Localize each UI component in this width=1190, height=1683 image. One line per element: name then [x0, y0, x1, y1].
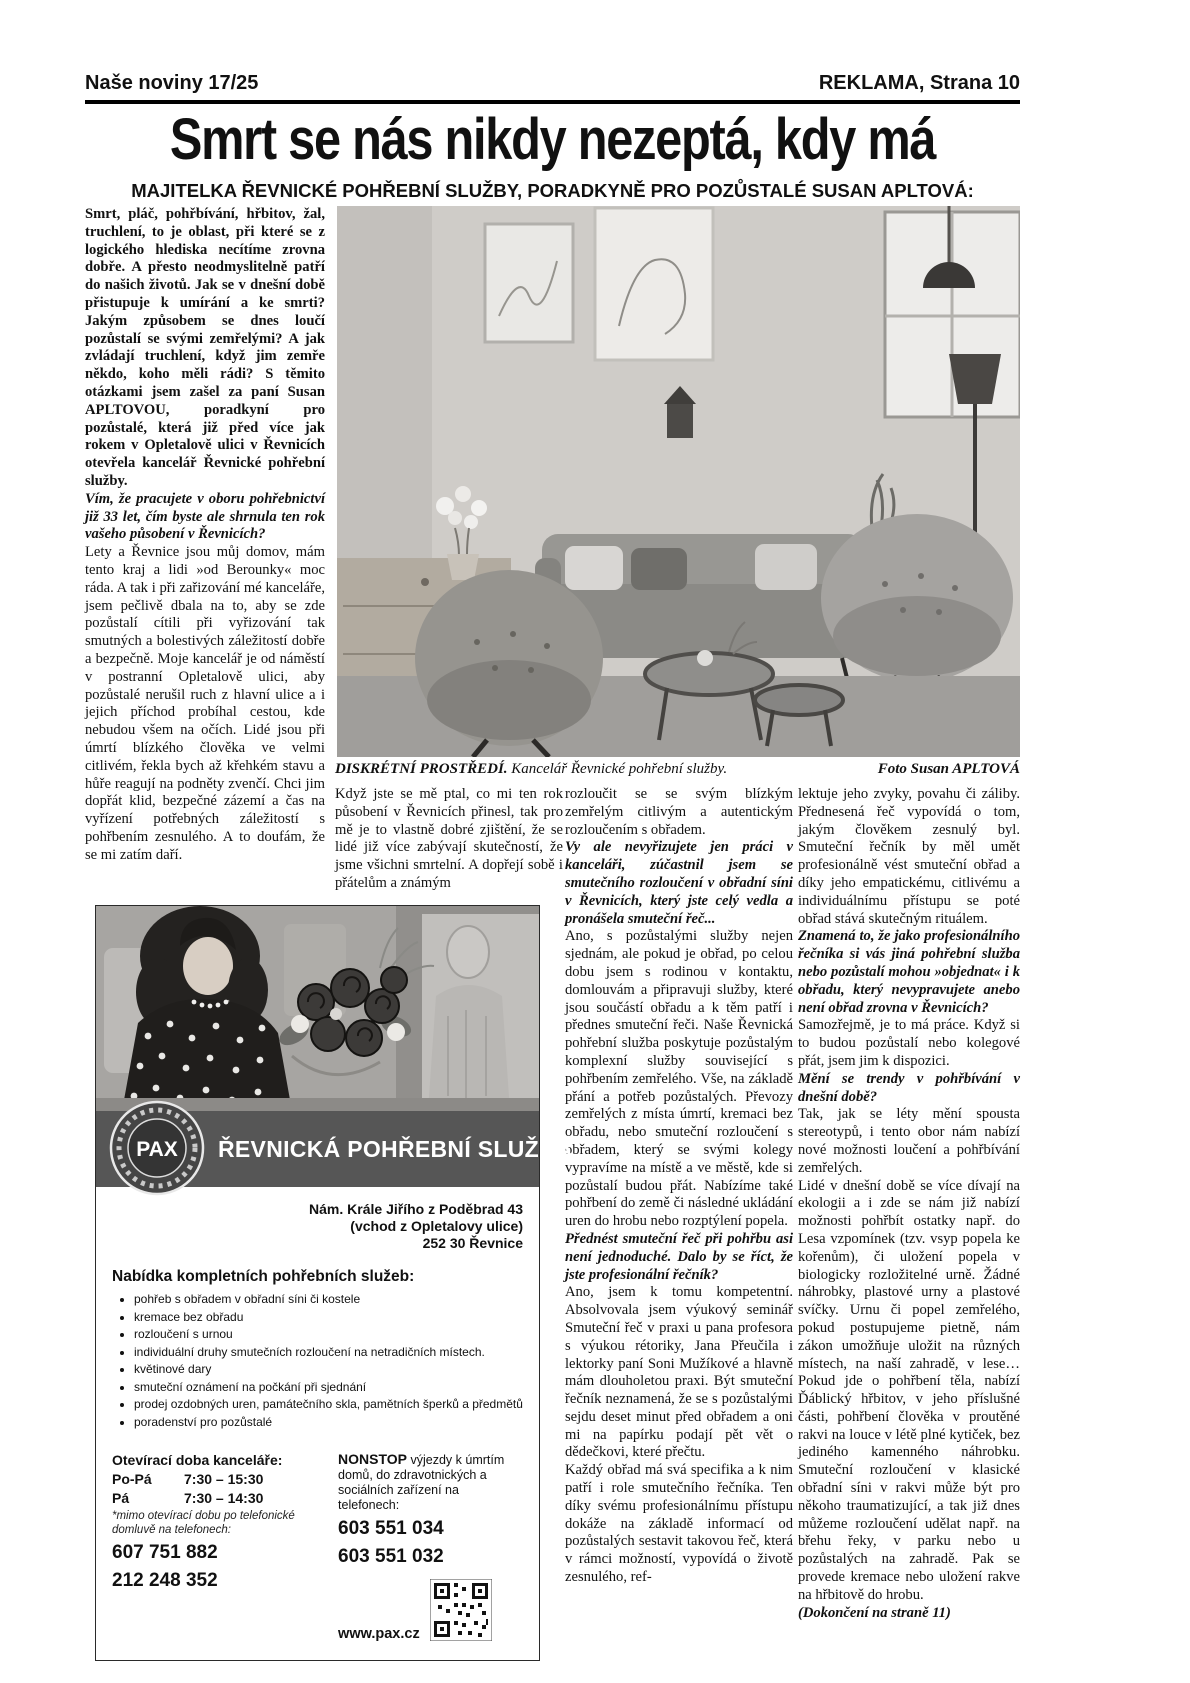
service-item: • pohřeb s obřadem v obřadní síni či kostele [134, 1292, 523, 1308]
services-heading: Nabídka kompletních pohřebních služeb: [112, 1268, 415, 1285]
ad-photo [96, 906, 539, 1111]
ad-address [112, 1201, 523, 1252]
article-paragraph: lektuje jeho zvyky, povahu či záliby. Přednesená řeč vypovídá o tom, jakým člověkem zesnulý byl. Smuteční řečník by měl umět profesionálně vést smuteční obřad a díky jeho empatickému, citlivému a individuálnímu přístupu se poté obřad stává skutečným rituálem. [798, 786, 1020, 927]
interview-answer-2: Ano, s pozůstalými služby nejen sjednám, ale pokud je obřad, po celou dobu jsem s rodinou v kontaktu, domlouvám a připravuji služby, které jsou součástí obřadu a k těm patří i přednes smuteční řeči. Naše Řevnická pohřební služba poskytuje pozůstalým komplexní služby související s pohřbením zemřelého. Vše, na základě přání a potřeb pozůstalých. Převozy zemřelých z místa úmrtí, kremaci bez obřadu, nebo smuteční rozloučení s obřadem, který se svými kolegy vypravíme na místě a ve městě, kde si pozůstalí budou přát. Nabízíme také pohřbení do země či následné ukládání uren do hrobu nebo rozptýlení popela. [565, 928, 793, 1230]
svg-text:PAX: PAX [136, 1138, 178, 1161]
interview-answer-5b: Lidé v dnešní době se více dívají na ekologii a i zde se nám již nabízí možnosti pohřbít ostatky např. do Lesa vzpomínek (tzv. vsyp popela ke kořenům), či uložení popela v biologicky rozložitelné urně. Žádné náhrobky, plastové urny a plastové svíčky. Urnu či popel zemřelého, pokud postupujeme pietně, nám zákon umožňuje uložit na různých místech, na naší zahradě, v lese… Pokud jde o pohřbení těla, nabízí Ďáblický hřbitov, v jeho příslušné části, pohřbení člověka v proutěné rakvi na louce v létě plné kytiček, bez jediného kamenného náhrobku. Smuteční rozloučení v klasické obřadní síni v rakvi může být pro někoho traumatizující, a tak již dnes můžeme rozloučení udělat např. na břehu řeky, v parku nebo u pozůstalých na zahradě. Pak se provede kremace nebo uložení rakve na hřbitově do hrobu. [798, 1177, 1020, 1603]
office-interior-illustration [337, 206, 1020, 757]
service-item: • prodej ozdobných uren, památečního skla, pamětních šperků a předmětů [134, 1397, 523, 1413]
interview-question-4: Znamená to, že jako profesionálního řečníka si vás jiná pohřební služba nebo pozůstalí mohou »objednat« i k obřadu, který nevypravujete anebo není obřad zrovna v Řevnicích? [798, 928, 1020, 1016]
opening-hours-block [112, 1452, 338, 1646]
article-column-2 [335, 786, 563, 893]
hours-row [112, 1471, 338, 1487]
interview-answer-1: Lety a Řevnice jsou můj domov, mám tento kraj a lidi »od Berounky« moc ráda. A tak i při zařizování mé kanceláře, jsem pečlivě dbala na to, aby se zde pozůstalí cítili při vyřizování tak smutných a bolestivých záležitostí dobře a bezpečně. Moje kancelář je od náměstí v postranní Opletalově ulici, aby pozůstalé nerušil ruch z hlavní ulice a i jejich příchod probíhal cestou, kde nebudou všem na očích. Lidé jsou při úmrtí blízkého člověka ve velmi citlivém, řekla bych až křehkém stavu a hůře reagují na podněty zvenčí. Chci jim dopřát klid, bezpečné zázemí a čas na vyřízení potřebných záležitostí s pohřbením zesnulého. A to doufám, že se mi zatím daří. [85, 544, 325, 863]
page-header [85, 72, 1020, 95]
subheadline: MAJITELKA ŘEVNICKÉ POHŘEBNÍ SLUŽBY, PORADKYNĚ PRO POZŮSTALÉ SUSAN APLTOVÁ: [131, 180, 974, 201]
hours-time: 7:30 – 14:30 [184, 1490, 264, 1506]
address-line: Nám. Krále Jiřího z Poděbrad 43 [309, 1201, 523, 1217]
interview-question-1: Vím, že pracujete v oboru pohřebnictví již 33 let, čím byste ale shrnula ten rok vašeho působení v Řevnicích? [85, 490, 325, 543]
article-column-3 [565, 786, 793, 1587]
interview-question-2: Vy ale nevyřizujete jen práci v kanceláři, zúčastnil jsem se smutečního rozloučení v obřadní síni v Řevnicích, který jste celý vedla a pronášela smuteční řeč... [565, 839, 793, 927]
pax-logo-icon [108, 1099, 206, 1197]
phone-number: 603 551 032 [338, 1546, 444, 1567]
photo-caption [335, 761, 1020, 778]
ad-title: ŘEVNICKÁ POHŘEBNÍ SLUŽBA [218, 1135, 573, 1162]
service-item: • kremace bez obřadu [134, 1310, 523, 1326]
phone-number: 212 248 352 [112, 1570, 218, 1591]
page-label: REKLAMA, Strana 10 [818, 72, 1020, 94]
address-line: (vchod z Opletalovy ulice) [350, 1218, 523, 1234]
ad-photo-illustration [96, 906, 539, 1111]
interview-answer-5: Tak, jak se léty mění spousta stereotypů, i tento obor nám nabízí nové možnosti loučení a pohřbívání zemřelých. [798, 1106, 1020, 1176]
article-column-1 [85, 206, 325, 864]
hours-heading: Otevírací doba kanceláře: [112, 1452, 283, 1468]
article-paragraph: Když jste se mě ptal, co mi ten rok působení v Řevnicích přinesl, tak pro mě je to vlastně dobré zjištění, že se lidé již více zabývají skutečností, že jsme všichni smrtelní. A dopřejí sobě i přátelům a známým [335, 786, 563, 891]
ad-body [96, 1187, 539, 1660]
newspaper-issue: Naše noviny 17/25 [85, 72, 259, 94]
hours-note: *mimo otevírací dobu po telefonické domluvě na telefonech: [112, 1510, 295, 1536]
header-rule [85, 100, 1020, 104]
article-paragraph: rozloučit se se svým blízkým zemřelým citlivým a autentickým rozloučením s obřadem. [565, 786, 793, 838]
services-list [118, 1292, 523, 1430]
hours-row [112, 1490, 338, 1506]
service-item: • smuteční oznámení na počkání při sjednání [134, 1380, 523, 1396]
article-column-4 [798, 786, 1020, 1622]
hours-days: Po-Pá [112, 1471, 152, 1487]
service-item: • rozloučení s urnou [134, 1327, 523, 1343]
headline: Smrt se nás nikdy nezeptá, kdy má [169, 107, 936, 172]
phone-number: 607 751 882 [112, 1542, 218, 1563]
website: www.pax.cz [338, 1626, 420, 1642]
ad-title-band [96, 1111, 573, 1187]
hours-days: Pá [112, 1490, 130, 1506]
pax-logo [108, 1099, 206, 1197]
interview-answer-3b: Každý obřad má svá specifika a k nim patří i role smutečního řečníka. Ten díky svému profesionálnímu přístupu dokáže na základě informací od pozůstalých sestavit takovou řeč, která v rámci možností, vypovídá o životě zesnulého, ref- [565, 1462, 793, 1586]
funeral-service-ad [95, 905, 573, 1661]
hours-time: 7:30 – 15:30 [184, 1471, 264, 1487]
service-item: • poradenství pro pozůstalé [134, 1415, 523, 1431]
continuation-note: (Dokončení na straně 11) [798, 1604, 951, 1621]
nonstop-label: NONSTOP [338, 1451, 408, 1467]
caption-kicker: DISKRÉTNÍ PROSTŘEDÍ. [335, 761, 508, 777]
interview-question-3: Přednést smuteční řeč při pohřbu asi není jednoduché. Dalo by se říct, že jste profesionální řečník? [565, 1230, 793, 1283]
ad-footer [112, 1452, 523, 1646]
qr-code-icon [430, 1579, 492, 1646]
photo-credit: Foto Susan APLTOVÁ [877, 761, 1020, 777]
address-line: 252 30 Řevnice [422, 1235, 523, 1251]
interview-answer-4: Samozřejmě, je to má práce. Když si to budou pozůstalí nebo kolegové přát, jsem jim k dispozici. [798, 1017, 1020, 1069]
nonstop-info: NONSTOP výjezdy k úmrtím domů, do zdravotnických a sociálních zařízení na telefonech: [338, 1451, 505, 1512]
service-item: • individuální druhy smutečních rozloučení na netradičních místech. [134, 1345, 523, 1361]
main-photo [337, 206, 1020, 757]
caption-text: DISKRÉTNÍ PROSTŘEDÍ. Kancelář Řevnické pohřební služby. [335, 761, 728, 777]
article-intro: Smrt, pláč, pohřbívání, hřbitov, žal, truchlení, to je oblast, při které se z logického hlediska necítíme zrovna dobře. A přesto neodmyslitelně patří do našich životů. Jak se v dnešní době přistupuje k umírání a ke smrti? Jakým způsobem se dnes loučí pozůstalí se svými zemřelými? A jak zvládají truchlení, když jim zemře někdo, koho měli rádi? S těmito otázkami jsem zašel za paní Susan APLTOVOU, poradkyní pro pozůstalé, která již před více jak rokem v Opletalově ulici v Řevnicích otevřela kancelář Řevnické pohřební služby. [85, 206, 325, 489]
nonstop-block [338, 1452, 523, 1646]
phone-number: 603 551 034 [338, 1518, 444, 1539]
interview-answer-3: Ano, jsem k tomu kompetentní. Absolvovala jsem výukový seminář Smuteční řeč v praxi u pana profesora s výukou rétoriky, Jana Přeučila i lektorky paní Soni Mužíkové a hlavně mám dlouholetou praxi. Být smuteční řečník neznamená, že se s pozůstalými sejdu deset minut před obřadem a oni mi na papírku podají pět vět o dědečkovi, které přečtu. [565, 1284, 793, 1461]
interview-question-5: Mění se trendy v pohřbívání v dnešní době? [798, 1070, 1020, 1105]
service-item: • květinové dary [134, 1362, 523, 1378]
website-row [338, 1579, 523, 1646]
